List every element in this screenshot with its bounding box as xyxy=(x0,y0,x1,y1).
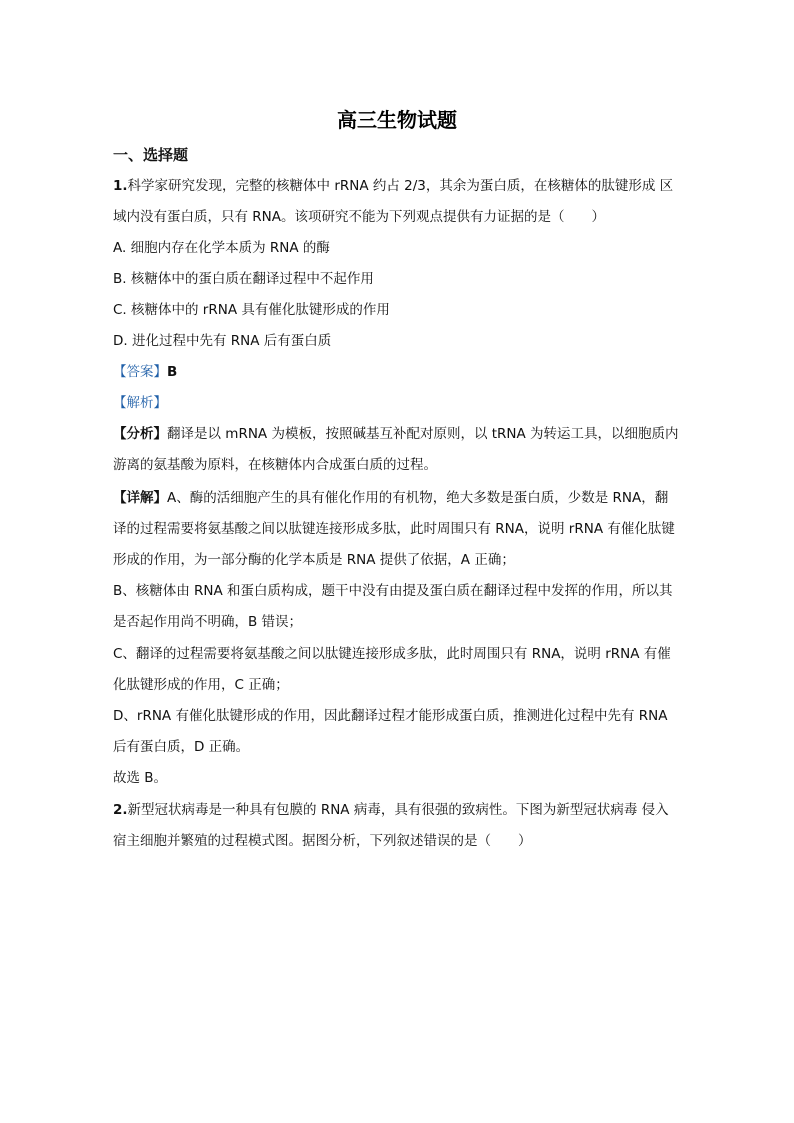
detail-line4: B、核糖体由 RNA 和蛋白质构成，题干中没有由提及蛋白质在翻译过程中发挥的作用，所以其 xyxy=(113,583,673,599)
q1-stem-line1 xyxy=(113,177,673,195)
page-title: 高三生物试题 xyxy=(337,108,457,132)
section-heading: 一、选择题 xyxy=(113,146,189,164)
detail-line1 xyxy=(113,489,668,507)
fenxi-text1: 翻译是以 mRNA 为模板，按照碱基互补配对原则，以 tRNA 为转运工具，以细胞质内 xyxy=(167,426,679,442)
detail-line9: 后有蛋白质，D 正确。 xyxy=(113,739,250,755)
fenxi-tag: 【分析】 xyxy=(113,426,167,442)
q1-stem-line2: 域内没有蛋白质，只有 RNA。该项研究不能为下列观点提供有力证据的是（ ） xyxy=(113,209,606,225)
q1-number: 1. xyxy=(113,178,128,194)
detail-line6: C、翻译的过程需要将氨基酸之间以肽键连接形成多肽，此时周围只有 RNA，说明 rRNA 有催 xyxy=(113,646,671,662)
detail-line5: 是否起作用尚不明确，B 错误； xyxy=(113,614,303,630)
answer-tag: 【答案】 xyxy=(113,364,167,380)
q1-option-b: B. 核糖体中的蛋白质在翻译过程中不起作用 xyxy=(113,271,374,287)
detail-line3: 形成的作用，为一部分酶的化学本质是 RNA 提供了依据，A 正确； xyxy=(113,552,515,568)
q1-option-d: D. 进化过程中先有 RNA 后有蛋白质 xyxy=(113,333,332,349)
q2-number: 2. xyxy=(113,802,128,818)
answer-value: B xyxy=(167,364,178,380)
q1-stem-text1: 科学家研究发现，完整的核糖体中 rRNA 约占 2/3，其余为蛋白质，在核糖体的肽键形成 区 xyxy=(127,178,674,194)
detail-text1: A、酶的活细胞产生的具有催化作用的有机物，绝大多数是蛋白质，少数是 RNA，翻 xyxy=(167,490,669,506)
analysis-tag: 【解析】 xyxy=(113,395,167,411)
q2-stem-text1: 新型冠状病毒是一种具有包膜的 RNA 病毒，具有很强的致病性。下图为新型冠状病毒 侵入 xyxy=(127,802,669,818)
fenxi-line2: 游离的氨基酸为原料，在核糖体内合成蛋白质的过程。 xyxy=(113,457,437,473)
conclusion: 故选 B。 xyxy=(113,770,168,786)
q1-answer xyxy=(113,363,177,381)
detail-line8: D、rRNA 有催化肽键形成的作用，因此翻译过程才能形成蛋白质，推测进化过程中先有 RNA xyxy=(113,708,668,724)
q1-option-c: C. 核糖体中的 rRNA 具有催化肽键形成的作用 xyxy=(113,302,390,318)
xiangjie-tag: 【详解】 xyxy=(113,490,167,506)
q2-stem-line2: 宿主细胞并繁殖的过程模式图。据图分析，下列叙述错误的是（ ） xyxy=(113,833,532,849)
q2-stem-line1 xyxy=(113,801,669,819)
detail-line2: 译的过程需要将氨基酸之间以肽键连接形成多肽，此时周围只有 RNA，说明 rRNA 有催化肽键 xyxy=(113,521,675,537)
fenxi-line1 xyxy=(113,425,679,443)
q1-option-a: A. 细胞内存在化学本质为 RNA 的酶 xyxy=(113,240,330,256)
detail-line7: 化肽键形成的作用，C 正确； xyxy=(113,677,289,693)
